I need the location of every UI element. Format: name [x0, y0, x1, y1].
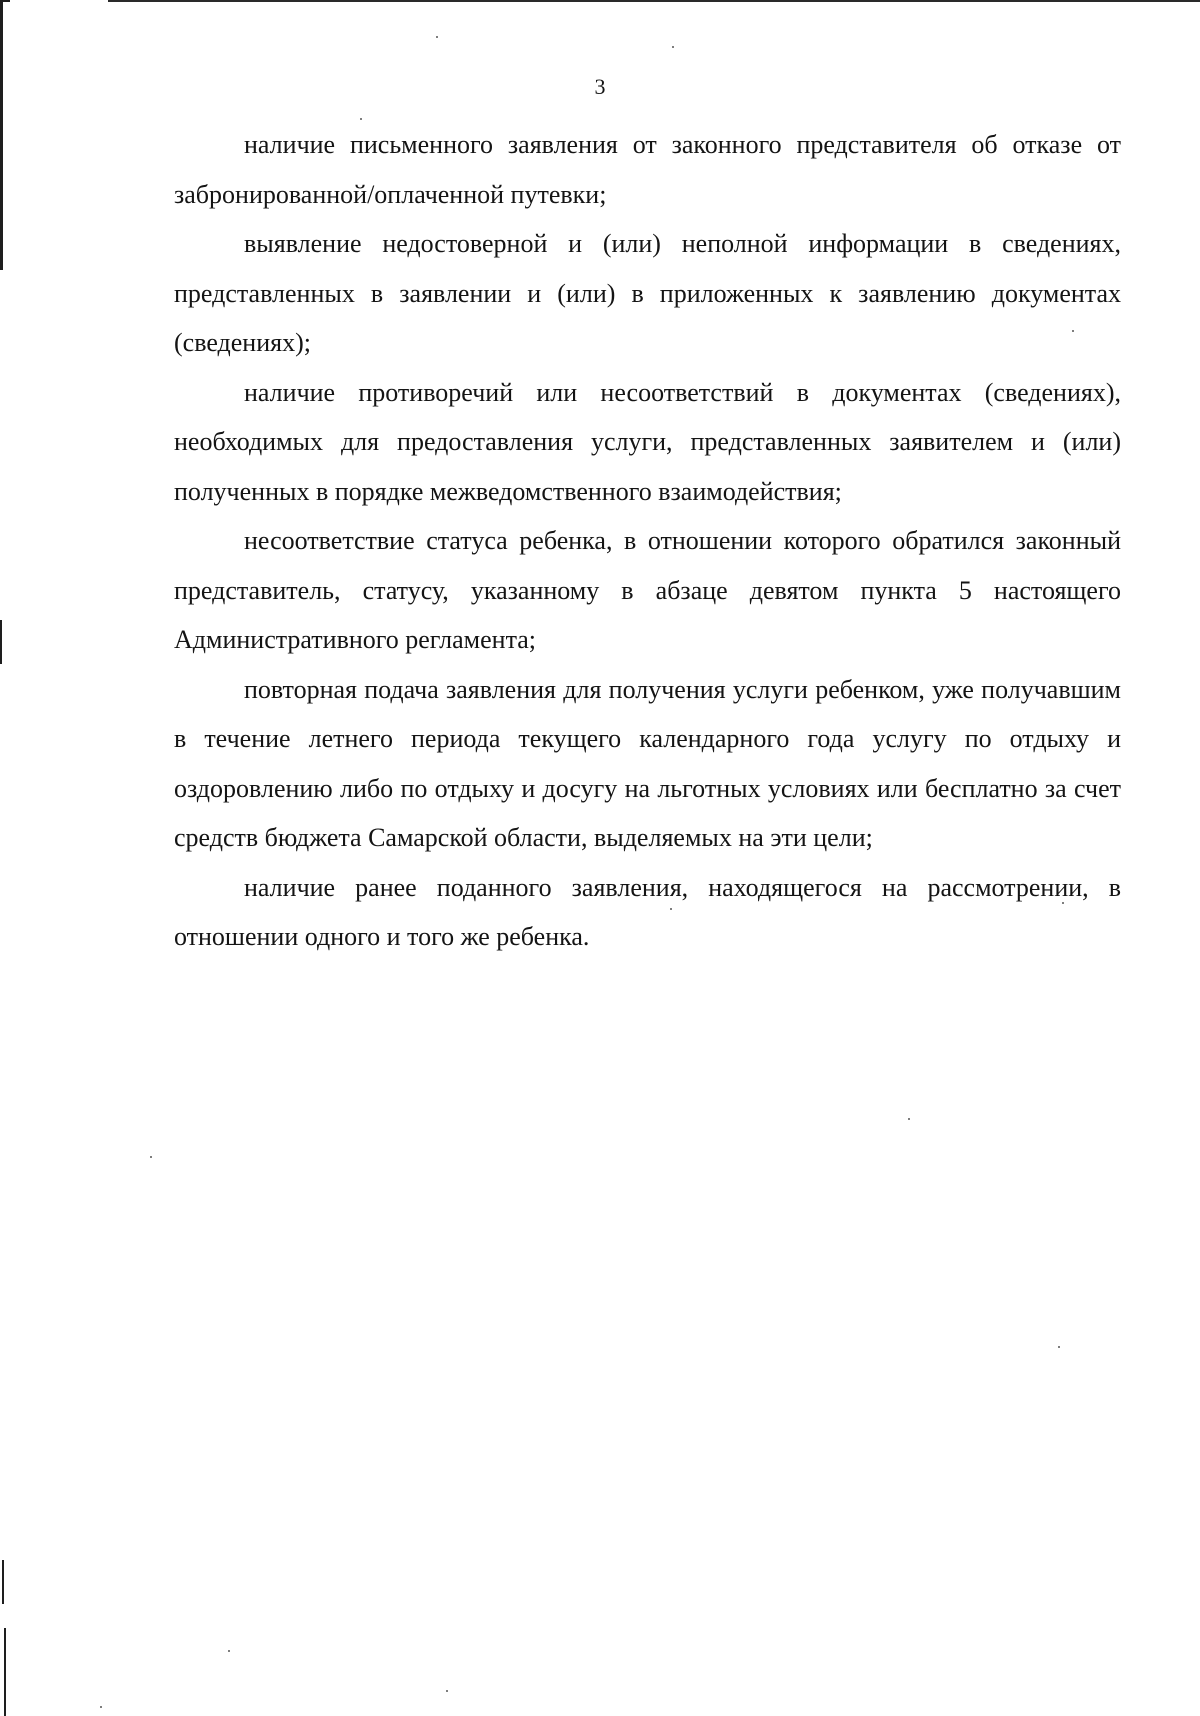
list-item: несоответствие статуса ребенка, в отношении которого обратился законный представитель, статусу, указанному в абзаце девятом пункта 5 настоящего Административного регламента;: [174, 526, 1121, 654]
list-item: наличие противоречий или несоответствий в документах (сведениях), необходимых для предоставления услуги, представленных заявителем и (или) полученных в порядке межведомственного взаимодействия;: [174, 377, 1121, 506]
page-number: 3: [594, 74, 606, 99]
scan-edge-left: [0, 0, 3, 270]
scan-edge-top: [108, 0, 1200, 2]
list-item: выявление недостоверной и (или) неполной информации в сведениях, представленных в заявлении и (или) в приложенных к заявлению документах (сведениях);: [174, 229, 1121, 357]
scan-mark-left-bottom-edge: [4, 1628, 6, 1716]
scan-speck: [1058, 1346, 1060, 1348]
list-item: повторная подача заявления для получения услуги ребенком, уже получавшим в течение летнего периода текущего календарного года услугу по отдыху и оздоровлению либо по отдыху и досугу на льготных условиях или бесплатно за счет средств бюджета Самарской области, выделяемых на эти цели;: [174, 674, 1121, 852]
scan-mark-left-bottom: [2, 1560, 4, 1604]
scan-mark-left-middle: [0, 620, 2, 664]
scan-speck: [446, 1690, 448, 1692]
scan-speck: [100, 1706, 102, 1708]
scan-speck: [228, 1650, 230, 1652]
scan-speck: [150, 1156, 152, 1158]
list-item: наличие ранее поданного заявления, находящегося на рассмотрении, в отношении одного и того же ребенка.: [174, 872, 1121, 951]
scan-speck: [436, 36, 438, 38]
scan-speck: [672, 46, 674, 48]
scan-speck: [908, 1118, 910, 1120]
document-body: [174, 120, 1121, 962]
list-item: наличие письменного заявления от законного представителя об отказе от забронированной/оплаченной путевки;: [174, 130, 1121, 209]
